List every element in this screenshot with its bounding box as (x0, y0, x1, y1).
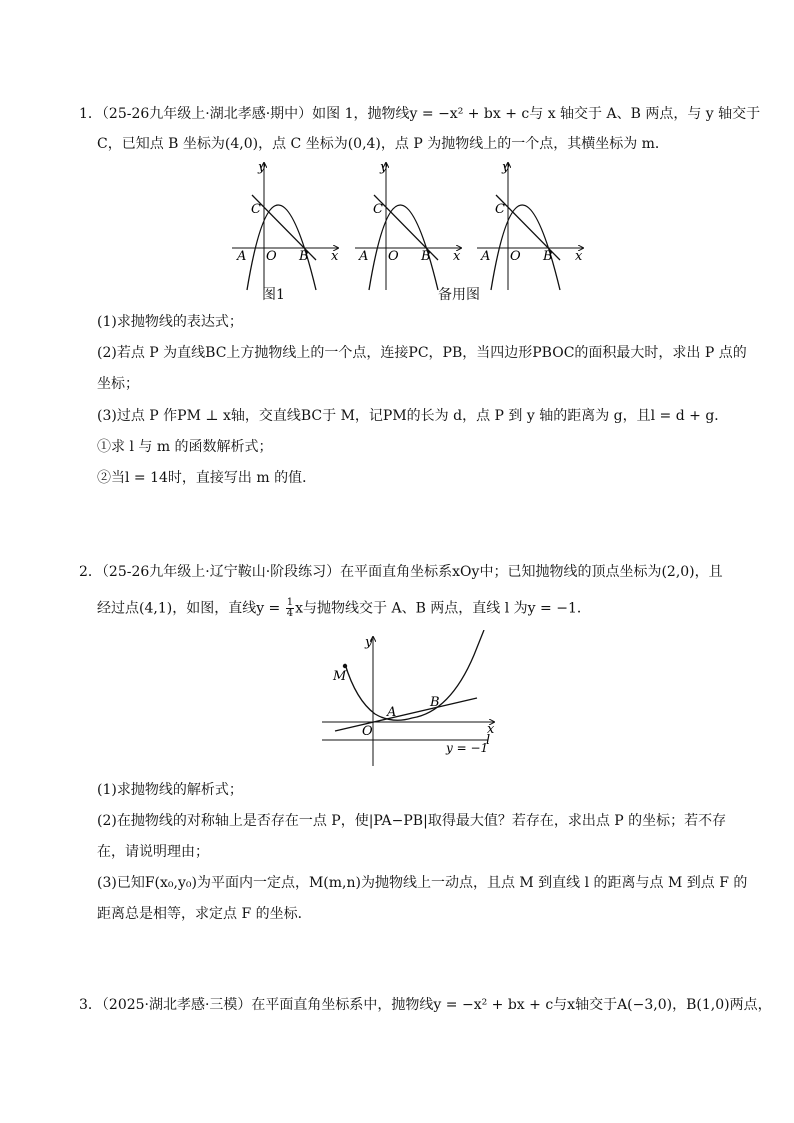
q1-subquestion-1: (1)求抛物线的表达式； (97, 314, 243, 330)
q2-subquestion-3-line2: 距离总是相等，求定点 F 的坐标． (97, 906, 312, 922)
q2-figure (0, 630, 794, 770)
origin-label: O (266, 249, 277, 264)
q2-stem-line2-post: x与抛物线交于 A、B 两点，直线 l 为y = −1． (295, 600, 591, 617)
q1-figure-1 (232, 160, 339, 290)
q1-subquestion-2-line2: 坐标； (97, 376, 139, 392)
origin-label: O (388, 249, 399, 264)
point-A-label: A (481, 249, 491, 264)
q1-figure-3 (477, 160, 583, 290)
x-axis-label: x (331, 249, 339, 264)
q2-stem-line2-pre: 经过点(4,1)，如图，直线y = (97, 600, 281, 617)
point-C-label: C (495, 202, 505, 217)
point-C-label: C (373, 202, 383, 217)
line-y-neg1-label: y = −1 (446, 741, 489, 755)
point-B-label: B (543, 249, 553, 264)
q1-figure-caption-2: 备用图 (438, 287, 480, 303)
q3-stem-line1: 3．（2025·湖北孝感·三模）在平面直角坐标系中，抛物线y = −x² + bx + c与x轴交于A(−3,0)，B(1,0)两点， (79, 997, 772, 1013)
point-A-label: A (359, 249, 369, 264)
q1-subquestion-3-part1: ①求 l 与 m 的函数解析式； (97, 439, 273, 455)
q2-fraction (286, 598, 294, 619)
origin-label: O (510, 249, 521, 264)
q2-subquestion-3-line1: (3)已知F(x₀,y₀)为平面内一定点，M(m,n)为抛物线上一动点，且点 M 到直线 l 的距离与点 M 到点 F 的 (97, 875, 748, 891)
y-axis-label: y (258, 160, 266, 175)
y-axis-label: y (502, 160, 510, 175)
q1-stem-line1: 1．（25-26九年级上·湖北孝感·期中）如图 1，抛物线y = −x² + bx + c与 x 轴交于 A、B 两点，与 y 轴交于 (79, 106, 761, 122)
x-axis-label: x (575, 249, 583, 264)
q2-subquestion-1: (1)求抛物线的解析式； (97, 782, 243, 798)
q1-figure-caption-1: 图1 (262, 287, 285, 303)
y-axis-label: y (380, 160, 388, 175)
point-M-label: M (333, 669, 347, 684)
point-C-label: C (251, 202, 261, 217)
y-axis-label: y (365, 635, 373, 650)
point-A-label: A (237, 249, 247, 264)
q2-subquestion-2-line1: (2)在抛物线的对称轴上是否存在一点 P，使|PA−PB|取得最大值？若存在，求出点 P 的坐标；若不存 (97, 813, 727, 829)
q1-stem-line2: C，已知点 B 坐标为(4,0)，点 C 坐标为(0,4)，点 P 为抛物线上的一个点，其横坐标为 m． (97, 136, 669, 152)
x-axis-label: x (453, 249, 461, 264)
point-A-label: A (387, 705, 397, 720)
q2-subquestion-2-line2: 在，请说明理由； (97, 844, 209, 860)
point-B-label: B (299, 249, 309, 264)
point-B-label: B (430, 695, 440, 710)
q2-fraction-denominator: 4 (286, 608, 294, 619)
q2-stem-line2 (97, 598, 591, 619)
point-B-label: B (421, 249, 431, 264)
q2-stem-line1: 2．（25-26九年级上·辽宁鞍山·阶段练习）在平面直角坐标系xOy中；已知抛物线的顶点坐标为(2,0)，且 (79, 564, 723, 580)
q2-fraction-numerator: 1 (286, 597, 294, 608)
q1-figure-2 (355, 160, 461, 290)
line-l-label: l (486, 733, 491, 748)
q1-figures (0, 158, 794, 308)
q1-subquestion-2-line1: (2)若点 P 为直线BC上方抛物线上的一个点，连接PC，PB，当四边形PBOC的面积最大时，求出 P 点的 (97, 345, 747, 361)
q1-subquestion-3-part2: ②当l = 14时，直接写出 m 的值． (97, 470, 317, 486)
origin-label: O (362, 724, 373, 739)
x-axis-label: x (487, 722, 495, 737)
q1-subquestion-3: (3)过点 P 作PM ⊥ x轴，交直线BC于 M，记PM的长为 d，点 P 到 y 轴的距离为 g，且l = d + g． (97, 408, 729, 424)
